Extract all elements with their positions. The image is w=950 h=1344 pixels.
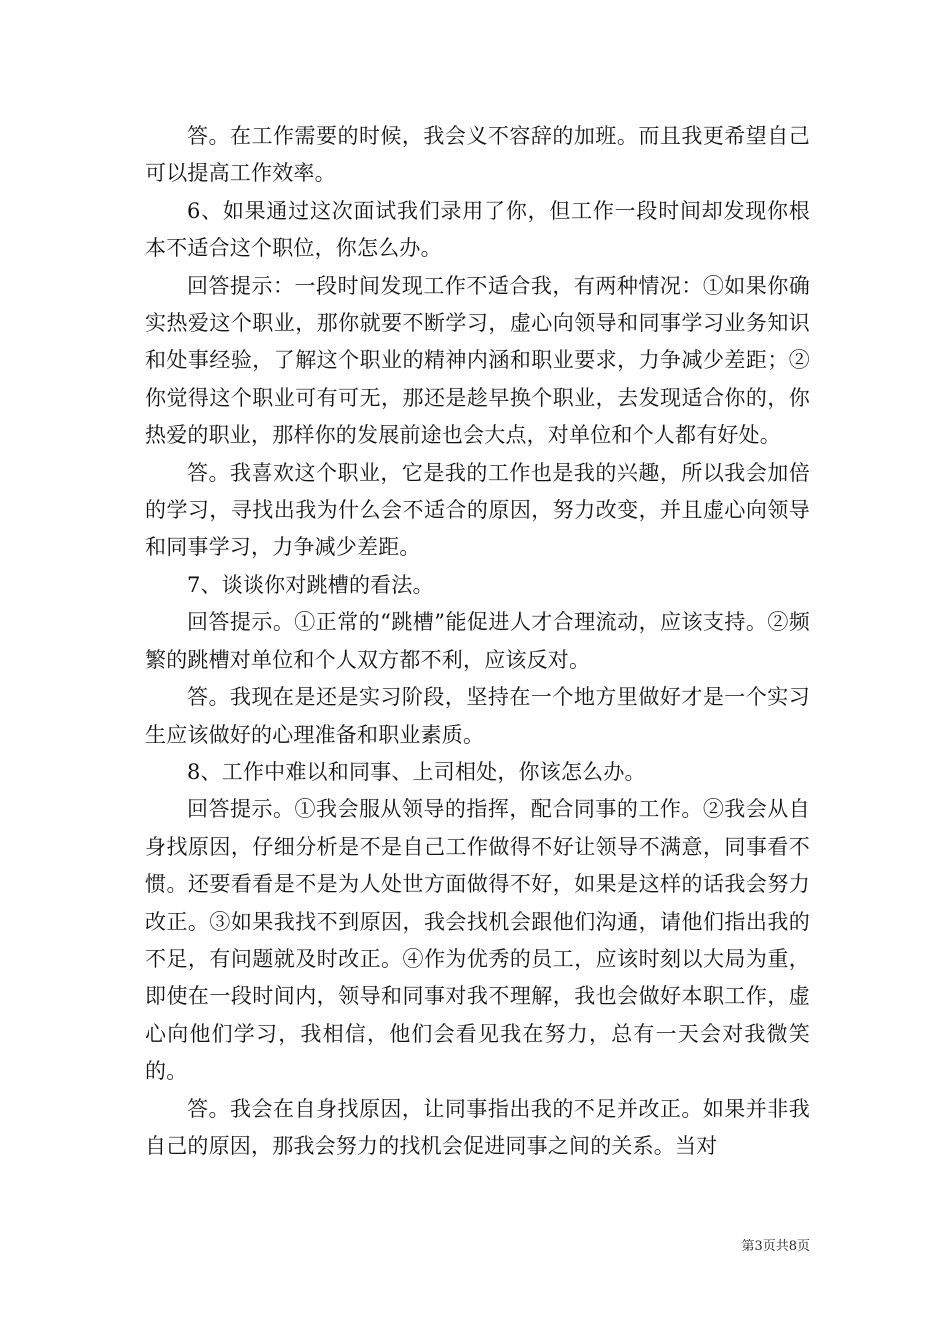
- paragraph-question-6: 6、如果通过这次面试我们录用了你，但工作一段时间却发现你根本不适合这个职位，你怎么办。: [145, 198, 810, 261]
- paragraph-question-8: 8、工作中难以和同事、上司相处，你该怎么办。: [187, 759, 646, 784]
- paragraph-hint-6: 回答提示：一段时间发现工作不适合我，有两种情况：①如果你确实热爱这个职业，那你就要不断学习，虚心向领导和同事学习业务知识和处事经验，了解这个职业的精神内涵和职业要求，力争减少差距；②你觉得这个职业可有可无，那还是趁早换个职业，去发现适合你的，你热爱的职业，那样你的发展前途也会大点，对单位和个人都有好处。: [145, 273, 810, 448]
- paragraph-hint-8: 回答提示。①我会服从领导的指挥，配合同事的工作。②我会从自身找原因，仔细分析是不是自己工作做得不好让领导不满意，同事看不惯。还要看看是不是为人处世方面做得不好，如果是这样的话我会努力改正。③如果我找不到原因，我会找机会跟他们沟通，请他们指出我的不足，有问题就及时改正。④作为优秀的员工，应该时刻以大局为重，即使在一段时间内，领导和同事对我不理解，我也会做好本职工作，虚心向他们学习，我相信，他们会看见我在努力，总有一天会对我微笑的。: [145, 797, 810, 1084]
- document-body: [145, 118, 810, 1165]
- paragraph-answer-6: 答。我喜欢这个职业，它是我的工作也是我的兴趣，所以我会加倍的学习，寻找出我为什么会不适合的原因，努力改变，并且虚心向领导和同事学习，力争减少差距。: [145, 460, 810, 560]
- page-number-footer: 第3页共8页: [741, 1239, 810, 1254]
- paragraph-answer-7: 答。我现在是还是实习阶段，坚持在一个地方里做好才是一个实习生应该做好的心理准备和职业素质。: [145, 685, 810, 747]
- paragraph-question-7: 7、谈谈你对跳槽的看法。: [187, 572, 434, 597]
- paragraph-answer-8: 答。我会在自身找原因，让同事指出我的不足并改正。如果并非我自己的原因，那我会努力的找机会促进同事之间的关系。当对: [145, 1096, 810, 1158]
- paragraph-answer-overtime: 答。在工作需要的时候，我会义不容辞的加班。而且我更希望自己可以提高工作效率。: [145, 124, 810, 186]
- paragraph-hint-7: 回答提示。①正常的“跳槽”能促进人才合理流动，应该支持。②频繁的跳槽对单位和个人双方都不利，应该反对。: [145, 610, 810, 672]
